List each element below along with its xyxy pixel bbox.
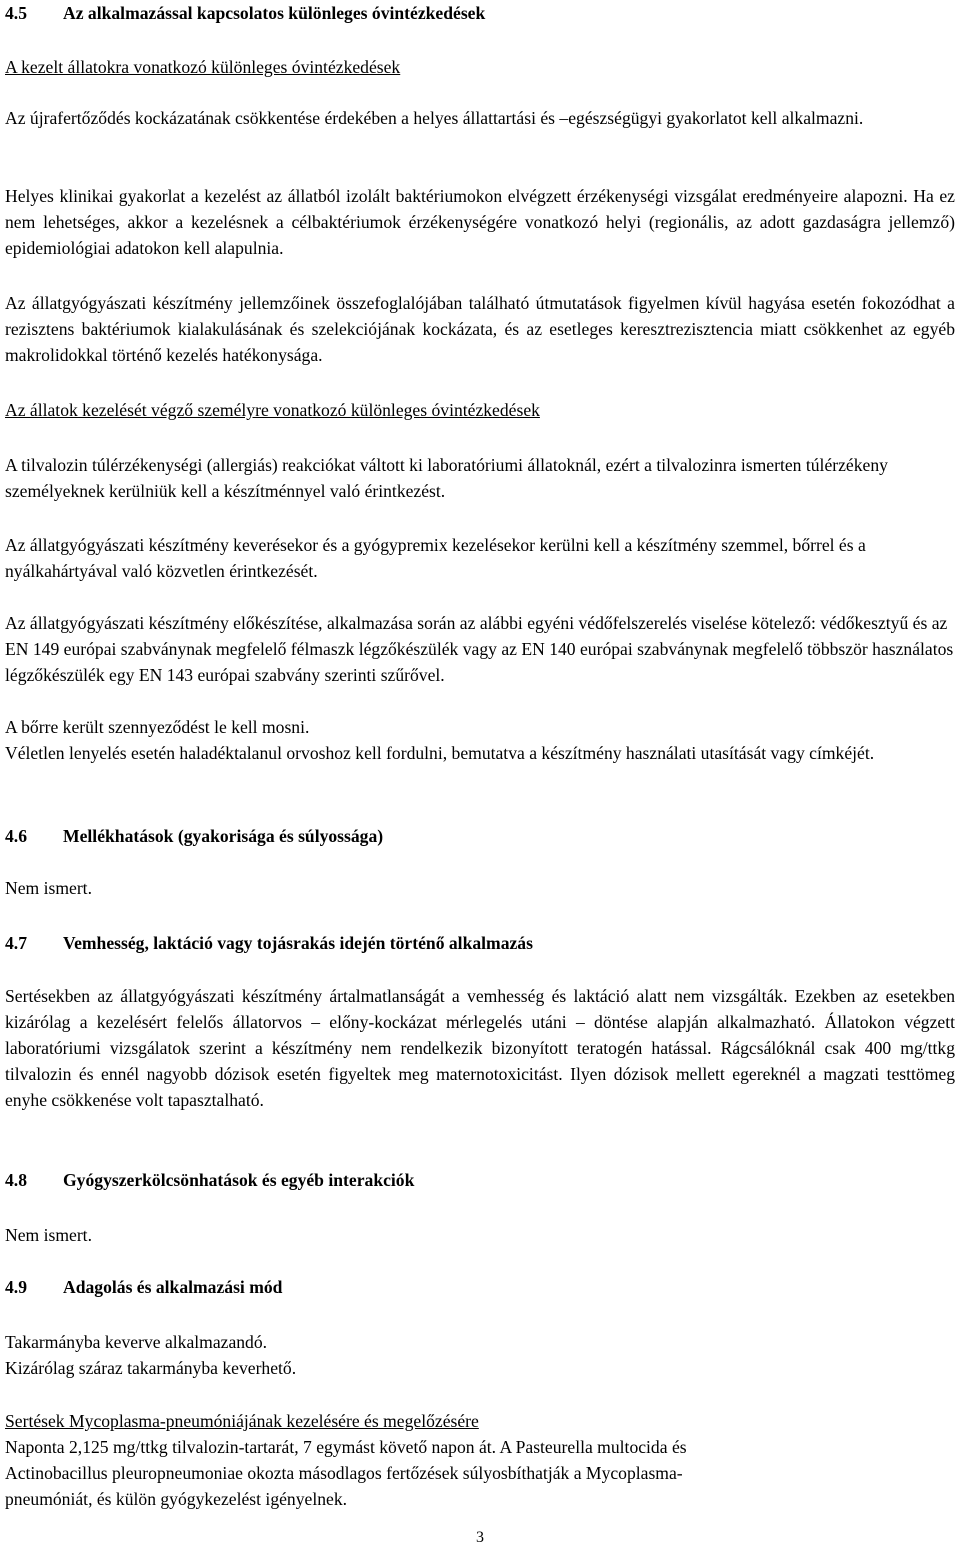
paragraph: Sertésekben az állatgyógyászati készítmény ártalmatlanságát a vemhesség és laktáció alatt nem vizsgálták. Ezekben az esetekben kizárólag a kezelésért felelős állatorvos – előny-kockázat mérlegelés utáni – döntése alapján alkalmazható. Állatokon végzett laboratóriumi vizsgálatok szerint a készítmény nem rendelkezik bizonyított teratogén hatással. Rágcsálóknál csak 400 mg/ttkg tilvalozin és ennél nagyobb dózisok esetén figyeltek meg maternotoxicitást. Ilyen dózisok mellett egereknél a magzati testtömeg enyhe csökkenése volt tapasztalható. <box>5 986 955 1110</box>
paragraph: A tilvalozin túlérzékenységi (allergiás) reakciókat váltott ki laboratóriumi állatoknál, ezért a tilvalozinra ismerten túlérzékeny személyeknek kerülniük kell a készítménnyel való érintkezést. <box>5 455 888 501</box>
section-4-6-heading <box>5 823 955 849</box>
section-4-5-heading <box>5 0 955 26</box>
section-4-9-heading <box>5 1274 955 1300</box>
paragraph: Kizárólag száraz takarmányba keverhető. <box>5 1358 297 1378</box>
page-number: 3 <box>476 1529 484 1546</box>
paragraph: Nem ismert. <box>5 1225 92 1245</box>
section-4-7-heading <box>5 930 955 956</box>
paragraph: Helyes klinikai gyakorlat a kezelést az állatból izolált baktériumokon elvégzett érzékenységi vizsgálat eredményeire alapozni. Ha ez nem lehetséges, akkor a kezelésnek a célbaktériumok érzékenységére vonatkozó helyi (regionális, az adott gazdaságra jellemző) epidemiológiai adatokon kell alapulnia. <box>5 186 955 258</box>
section-title: Mellékhatások (gyakorisága és súlyossága) <box>63 826 384 846</box>
subheading-dosage-mycoplasma: Sertések Mycoplasma-pneumóniájának kezelésére és megelőzésére <box>5 1411 479 1431</box>
section-title: Gyógyszerkölcsönhatások és egyéb interakciók <box>63 1170 415 1190</box>
paragraph: Takarmányba keverve alkalmazandó. <box>5 1332 268 1352</box>
paragraph: A bőrre került szennyeződést le kell mosni. <box>5 717 310 737</box>
subheading-operator: Az állatok kezelését végző személyre vonatkozó különleges óvintézkedések <box>5 400 540 420</box>
section-number: 4.5 <box>5 3 27 23</box>
paragraph <box>5 1434 955 1512</box>
section-number: 4.7 <box>5 933 27 953</box>
paragraph: Az állatgyógyászati készítmény keverésekor és a gyógypremix kezelésekor kerülni kell a készítmény szemmel, bőrrel és a nyálkahártyával való közvetlen érintkezését. <box>5 535 866 581</box>
section-title: Az alkalmazással kapcsolatos különleges óvintézkedések <box>63 3 486 23</box>
paragraph: Az állatgyógyászati készítmény jellemzőinek összefoglalójában található útmutatások figyelmen kívül hagyása esetén fokozódhat a rezisztens baktériumok kialakulásának és szelekciójának kockázata, és az esetleges keresztrezisztencia miatt csökkenhet az egyéb makrolidokkal történő kezelés hatékonysága. <box>5 293 955 365</box>
paragraph: Az újrafertőződés kockázatának csökkentése érdekében a helyes állattartási és –egészségügyi gyakorlatot kell alkalmazni. <box>5 108 864 128</box>
section-title: Vemhesség, laktáció vagy tojásrakás idején történő alkalmazás <box>63 933 533 953</box>
paragraph-line: Actinobacillus pleuropneumoniae okozta másodlagos fertőzések súlyosbíthatják a Mycoplasma- <box>5 1463 683 1483</box>
paragraph: Véletlen lenyelés esetén haladéktalanul orvoshoz kell fordulni, bemutatva a készítmény használati utasítását vagy címkéjét. <box>5 743 875 763</box>
section-number: 4.8 <box>5 1170 27 1190</box>
section-number: 4.6 <box>5 826 27 846</box>
paragraph: Nem ismert. <box>5 878 92 898</box>
section-number: 4.9 <box>5 1277 27 1297</box>
paragraph-line: pneumóniát, és külön gyógykezelést igényelnek. <box>5 1489 348 1509</box>
section-4-8-heading <box>5 1167 955 1193</box>
paragraph: Az állatgyógyászati készítmény előkészítése, alkalmazása során az alábbi egyéni védőfelszerelés viselése kötelező: védőkesztyű és az EN 149 európai szabványnak megfelelő félmaszk légzőkészülék vagy az EN 140 európai szabványnak megfelelő többször használatos légzőkészülék egy EN 143 európai szabvány szerinti szűrővel. <box>5 613 954 685</box>
paragraph-line: Naponta 2,125 mg/ttkg tilvalozin-tartarát, 7 egymást követő napon át. A Pasteurella multocida és <box>5 1437 687 1457</box>
subheading-treated-animals: A kezelt állatokra vonatkozó különleges óvintézkedések <box>5 57 401 77</box>
section-title: Adagolás és alkalmazási mód <box>63 1277 283 1297</box>
